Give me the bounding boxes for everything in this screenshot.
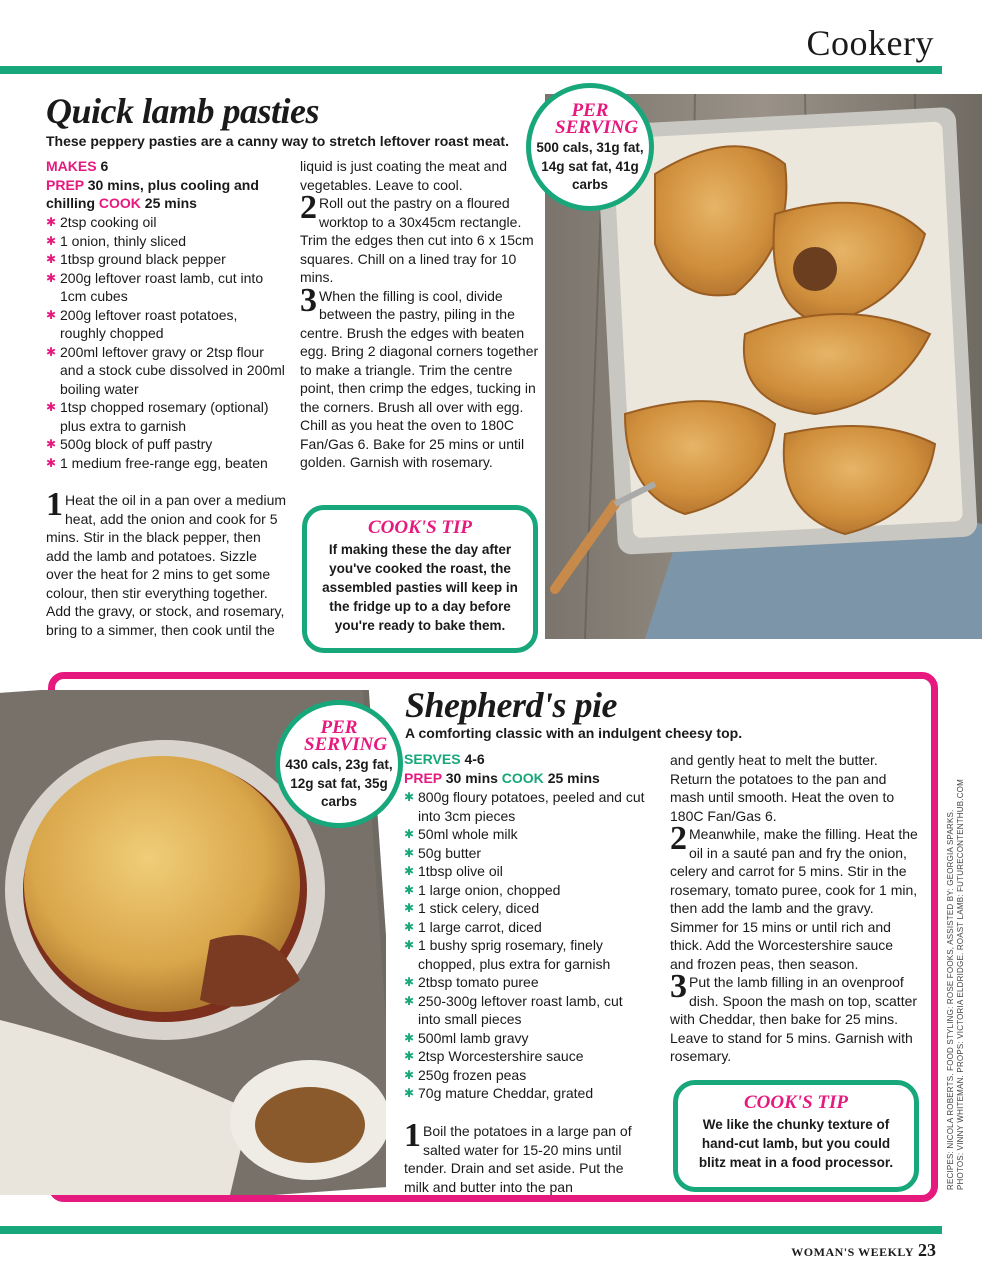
shepherds-method-col2 [670,751,920,1066]
shepherds-cooks-tip [673,1080,919,1192]
section-title: Cookery [806,23,934,63]
prep-label: PREP [46,176,84,193]
step-text: When the filling is cool, divide between the pastry, piling in the centre. Brush the edges with beaten egg. Bring 2 diagonal corners together to make a triangle. Trim the centre point, then crimp the edges, tucking in the corners. Brush all over with egg. Chill as you heat the oven to 180C Fan/Gas 6. Bake for 25 mins or until golden. Garnish with rosemary. [300,287,539,470]
ingredient-item: ✱ 250g frozen peas [404,1066,649,1085]
tip-heading: COOK'S TIP [744,1092,848,1113]
ingredient-item: ✱ 200ml leftover gravy or 2tsp flour and a stock cube dissolved in 200ml boiling water [46,343,286,399]
ingredient-item: ✱ 1 medium free-range egg, beaten [46,454,286,473]
page-number: 23 [918,1240,936,1260]
serves-value: 4-6 [464,751,485,767]
ingredient-item: ✱ 50g butter [404,844,649,863]
prep-value: 30 mins [445,769,498,786]
pasties-ingredients [46,213,286,472]
step-text: Boil the potatoes in a large pan of salted water for 15-20 mins until tender. Drain and set aside. Put the milk and butter into the pan [404,1123,632,1195]
cook-label: COOK [501,769,544,786]
ingredient-item: ✱ 800g floury potatoes, peeled and cut into 3cm pieces [404,788,649,825]
pasties-method-col2 [300,157,540,472]
step-1-continued: and gently heat to melt the butter. Return the potatoes to the pan and mash until smooth. Heat the oven to 180C Fan/Gas 6. [670,752,895,824]
shepherds-step-1 [404,1117,644,1196]
ingredient-item: ✱ 500g block of puff pastry [46,435,286,454]
cook-value: 25 mins [547,769,600,786]
ingredient-item: ✱ 50ml whole milk [404,825,649,844]
ingredient-item: ✱ 1 large onion, chopped [404,881,649,900]
pasties-cooks-tip [302,505,538,653]
ingredient-item: ✱ 1 large carrot, diced [404,918,649,937]
ingredient-item: ✱ 2tbsp tomato puree [404,973,649,992]
step-number: 2 [300,189,317,226]
ingredient-item: ✱ 1 bushy sprig rosemary, finely chopped, plus extra for garnish [404,936,649,973]
ingredient-item: ✱ 70g mature Cheddar, grated [404,1084,649,1103]
footer-divider [0,1226,942,1234]
tip-heading: COOK'S TIP [368,517,472,538]
step-number: 3 [300,281,317,319]
cook-value: 25 mins [144,195,197,211]
step-number: 3 [670,968,687,1005]
ingredient-item: ✱ 250-300g leftover roast lamb, cut into small pieces [404,992,649,1029]
pasties-step-1 [46,486,287,639]
ingredient-item: ✱ 2tsp cooking oil [46,213,286,232]
per-serving-heading: PER SERVING [555,100,639,138]
pasties-step-3 [300,281,540,472]
page-footer [791,1240,936,1261]
ingredient-item: ✱ 2tsp Worcestershire sauce [404,1047,649,1066]
credits-line-2: PHOTOS: VINNY WHITEMAN. PROPS: VICTORIA ELDRIDGE. ROAST LAMB: FUTURECONTENTHUB.COM [956,779,965,1190]
pasties-step-2 [300,189,540,287]
cook-label: COOK [98,195,141,211]
shepherds-title: Shepherd's pie [405,685,618,725]
shepherds-intro: A comforting classic with an indulgent cheesy top. [405,725,743,741]
makes-value: 6 [100,158,109,174]
per-serving-text: 500 cals, 31g fat, 14g sat fat, 41g carbs [536,140,644,192]
pasties-intro: These peppery pasties are a canny way to stretch leftover roast meat. [46,133,509,149]
ingredient-item: ✱ 200g leftover roast lamb, cut into 1cm cubes [46,269,286,306]
ingredient-item: ✱ 500ml lamb gravy [404,1029,649,1048]
makes-label: MAKES [46,158,97,174]
magazine-name: WOMAN'S WEEKLY [791,1245,914,1259]
step-number: 1 [404,1117,421,1154]
step-number: 1 [46,486,63,523]
shepherds-ingredients [404,788,649,1103]
per-serving-text: 430 cals, 23g fat, 12g sat fat, 35g carbs [285,757,393,809]
step-number: 2 [670,820,687,857]
ingredient-item: ✱ 1 onion, thinly sliced [46,232,286,251]
shepherds-step-2 [670,820,920,973]
step-text: Put the lamb filling in an ovenproof dish. Spoon the mash on top, scatter with Cheddar, then bake for 25 mins. Leave to stand for 5 mins. Garnish with rosemary. [670,974,918,1064]
shepherds-per-serving [275,700,403,828]
step-text: Roll out the pastry on a floured worktop to a 30x45cm rectangle. Trim the edges then cut into 6 x 15cm squares. Chill on a lined tray for 10 mins. [300,195,534,285]
ingredient-item: ✱ 1tbsp ground black pepper [46,250,286,269]
step-text: Meanwhile, make the filling. Heat the oil in a sauté pan and fry the onion, celery and carrot for 5 mins. Stir in the rosemary, tomato puree, cook for 1 min, then add the lamb and the gravy. Simmer for 15 mins or until rich and thick. Add the Worcestershire sauce and frozen peas, then season. [670,826,918,972]
photo-credits [946,779,966,1190]
tip-text: We like the chunky texture of hand-cut lamb, but you could blitz meat in a food processor. [698,1117,894,1170]
tip-text: If making these the day after you've cooked the roast, the assembled pasties will keep in the fridge up to a day before you're ready to bake them. [322,542,518,633]
ingredient-item: ✱ 1 stick celery, diced [404,899,649,918]
ingredient-item: ✱ 200g leftover roast potatoes, roughly chopped [46,306,286,343]
serves-label: SERVES [404,751,461,767]
shepherds-step-3 [670,968,920,1066]
step-1-continued: liquid is just coating the meat and vegetables. Leave to cool. [300,158,508,193]
step-text: Heat the oil in a pan over a medium heat, add the onion and cook for 5 mins. Stir in the black pepper, then add the lamb and potatoes. Sizzle over the heat for 2 mins to get some colour, then stir everything together. Add the gravy, or stock, and rosemary, bring to a simmer, then cook until the [46,492,287,638]
prep-label: PREP [404,769,442,786]
per-serving-heading: PER SERVING [304,717,388,755]
pasties-per-serving [526,83,654,211]
prep-value: 30 mins, plus cooling and chilling [46,176,259,211]
credits-line-1: RECIPES: NICOLA ROBERTS. FOOD STYLING: ROSE FOOKS, ASSISTED BY: GEORGIA SPARKS. [946,809,955,1190]
pasties-title: Quick lamb pasties [46,91,320,131]
ingredient-item: ✱ 1tsp chopped rosemary (optional) plus extra to garnish [46,398,286,435]
ingredient-item: ✱ 1tbsp olive oil [404,862,649,881]
header-divider [0,66,942,74]
pasties-meta [46,157,286,213]
shepherds-meta [404,750,654,787]
